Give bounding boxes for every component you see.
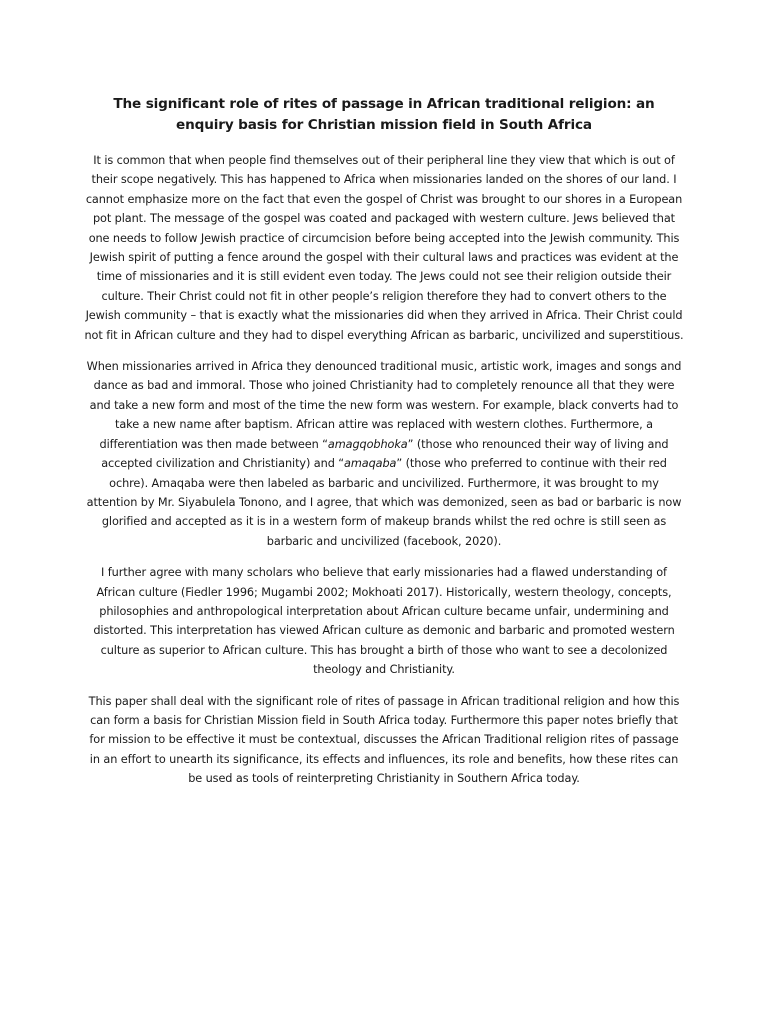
term-amagqobhoka: amagqobhoka xyxy=(327,437,408,451)
paragraph-missionaries xyxy=(84,357,684,551)
paragraph-scholars: I further agree with many scholars who believe that early missionaries had a flawed understanding of African culture (Fiedler 1996; Mugambi 2002; Mokhoati 2017). Historically, western theology, concepts, philosophies and anthropological interpretation about African culture became unfair, undermining and distorted. This interpretation has viewed African culture as demonic and barbaric and promoted western culture as superior to African culture. This has brought a birth of those who want to see a decolonized theology and Christianity. xyxy=(93,566,675,677)
document-page xyxy=(84,94,684,801)
document-title: The significant role of rites of passage in African traditional religion: an enquiry basis for Christian mission field in South Africa xyxy=(113,96,655,133)
term-amaqaba: amaqaba xyxy=(344,457,397,471)
paragraph-text: ” (those who renounced their way of living and accepted civilization and Christianity) and “ xyxy=(101,437,669,471)
paragraph-scope: This paper shall deal with the significant role of rites of passage in African traditional religion and how this can form a basis for Christian Mission field in South Africa today. Furthermore this paper notes briefly that for mission to be effective it must be contextual, discusses the African Traditional religion rites of passage in an effort to unearth its significance, its effects and influences, its role and benefits, how these rites can be used as tools of reinterpreting Christianity in Southern Africa today. xyxy=(88,694,680,786)
paragraph-text: ” (those who preferred to continue with their red ochre). Amaqaba were then labeled as barbaric and uncivilized. Furthermore, it was brought to my attention by Mr. Siyabulela Tonono, and I agree, that which was demonized, seen as bad or barbaric is now glorified and accepted as it is in a western form of makeup brands whilst the red ochre is still seen as barbaric and uncivilized (facebook, 2020). xyxy=(86,457,682,548)
paragraph-intro: It is common that when people find themselves out of their peripheral line they view that which is out of their scope negatively. This has happened to Africa when missionaries landed on the shores of our land. I cannot emphasize more on the fact that even the gospel of Christ was brought to our shores in a European pot plant. The message of the gospel was coated and packaged with western culture. Jews believed that one needs to follow Jewish practice of circumcision before being accepted into the Jewish community. This Jewish spirit of putting a fence around the gospel with their cultural laws and practices was evident at the time of missionaries and it is still evident even today. The Jews could not see their religion outside their culture. Their Christ could not fit in other people’s religion therefore they had to convert others to the Jewish community – that is exactly what the missionaries did when they arrived in Africa. Their Christ could not fit in African culture and they had to dispel everything African as barbaric, uncivilized and superstitious. xyxy=(84,154,684,342)
paragraph-text: When missionaries arrived in Africa they denounced traditional music, artistic work, images and songs and dance as bad and immoral. Those who joined Christianity had to completely renounce all that they were and take a new form and most of the time the new form was western. For example, black converts had to take a new name after baptism. African attire was replaced with western clothes. Furthermore, a differentiation was then made between “ xyxy=(86,360,682,451)
